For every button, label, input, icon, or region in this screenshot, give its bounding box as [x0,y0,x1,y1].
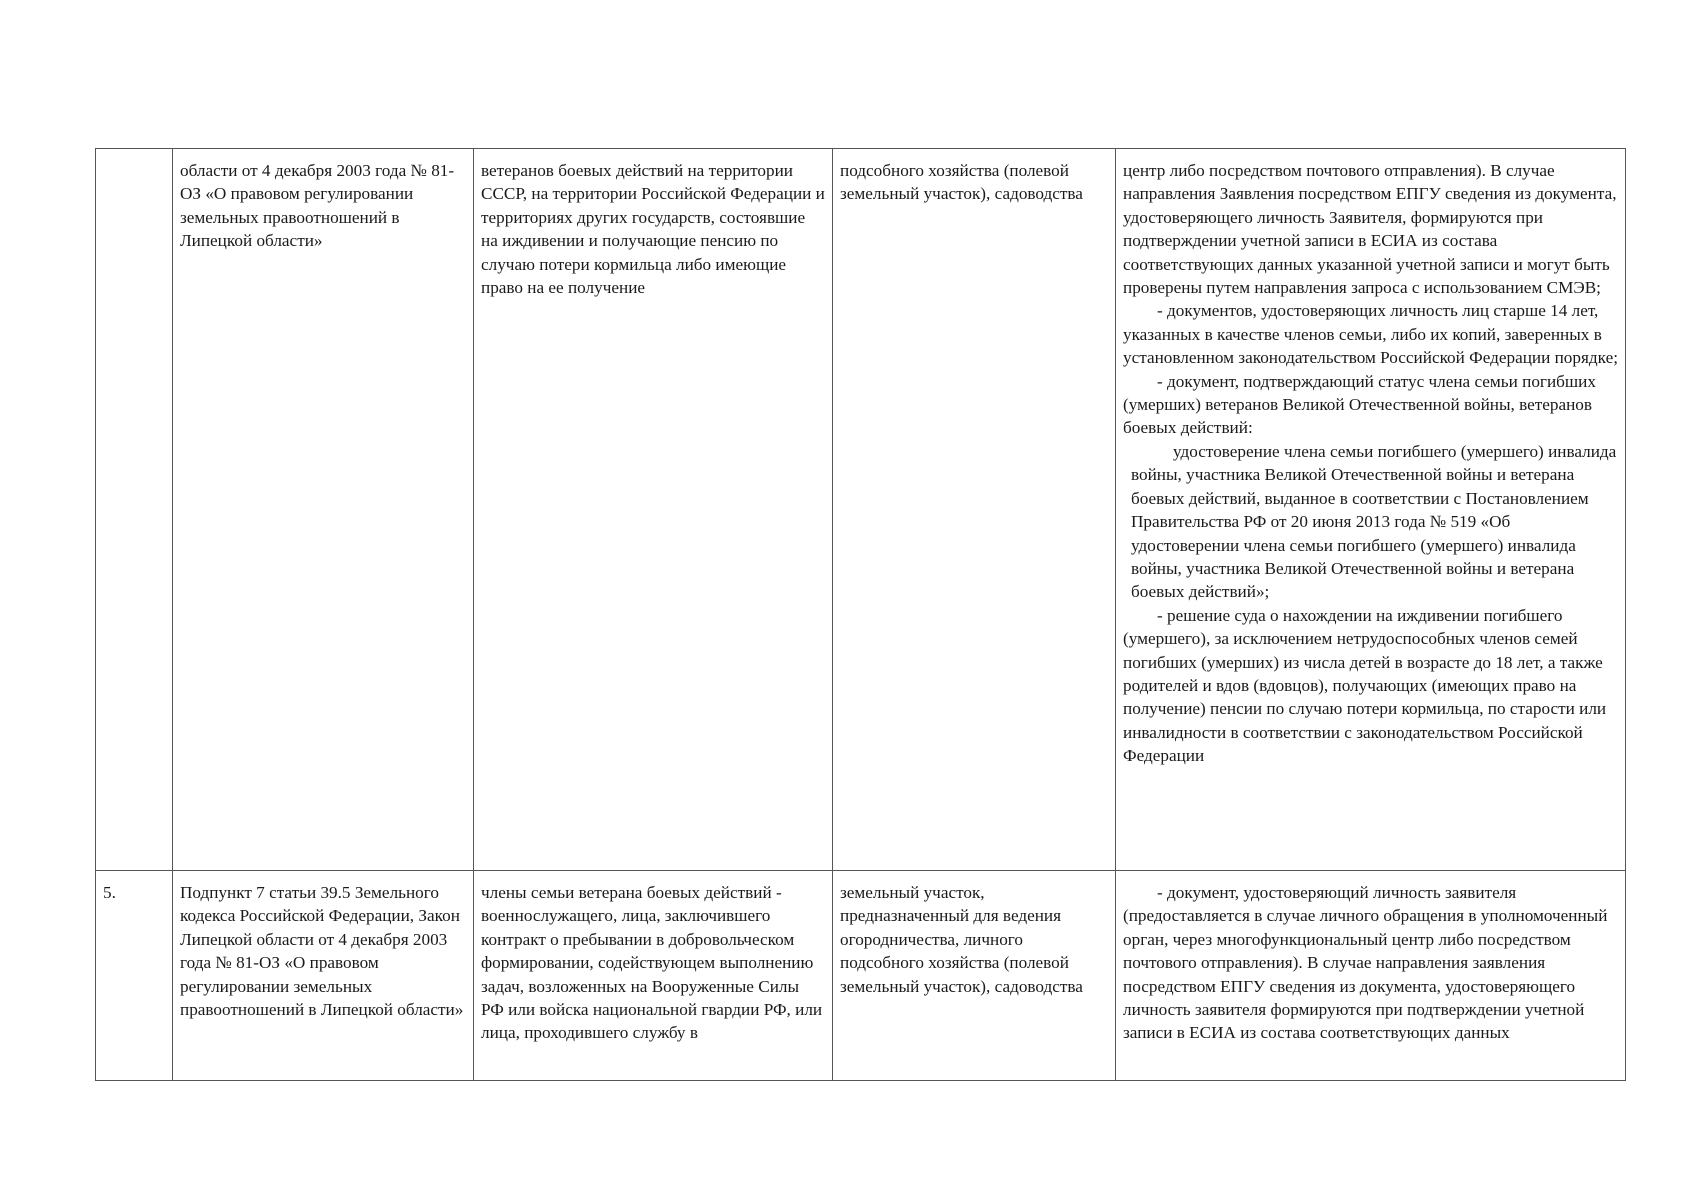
legal-basis-cell: Подпункт 7 статьи 39.5 Земельного кодекса Российской Федерации, Закон Липецкой области от 4 декабря 2003 года № 81-ОЗ «О правовом регулировании земельных правоотношений в Липецкой области» [173,871,474,1081]
document-page [95,148,1625,1088]
services-table [95,148,1626,1081]
land-purpose-cell: земельный участок, предназначенный для ведения огородничества, личного подсобного хозяйства (полевой земельный участок), садоводства [833,871,1116,1081]
document-paragraph: центр либо посредством почтового отправления). В случае направления Заявления посредством ЕПГУ сведения из документа, удостоверяющего личность Заявителя, формируются при подтверждении учетной записи в ЕСИА из состава соответствующих данных указанной учетной записи и могут быть проверены путем направления запроса с использованием СМЭВ; [1123,161,1617,298]
required-documents-cell [1116,871,1626,1081]
row-number-cell [96,149,173,871]
land-purpose-cell: подсобного хозяйства (полевой земельный участок), садоводства [833,149,1116,871]
required-documents-cell [1116,149,1626,871]
document-paragraph: - решение суда о нахождении на иждивении погибшего (умершего), за исключением нетрудоспособных членов семей погибших (умерших) из числа детей в возрасте до 18 лет, а также родителей и вдов (вдовцов), получающих (имеющих право на получение) пенсии по случаю потери кормильца, по старости или инвалидности в соответствии с законодательством Российской Федерации [1123,605,1607,766]
applicant-category-cell: члены семьи ветерана боевых действий - военнослужащего, лица, заключившего контракт о пребывании в добровольческом формировании, содействующем выполнению задач, возложенных на Вооруженные Силы РФ или войска национальной гвардии РФ, или лица, проходившего службу в [474,871,833,1081]
legal-basis-cell: области от 4 декабря 2003 года № 81-ОЗ «О правовом регулировании земельных правоотношений в Липецкой области» [173,149,474,871]
document-paragraph: удостоверение члена семьи погибшего (умершего) инвалида войны, участника Великой Отечественной войны и ветерана боевых действий, выданное в соответствии с Постановлением Правительства РФ от 20 июня 2013 года № 519 «Об удостоверении члена семьи погибшего (умершего) инвалида войны, участника Великой Отечественной войны и ветерана боевых действий»; [1131,441,1617,602]
table-row [96,149,1626,871]
applicant-category-cell: ветеранов боевых действий на территории СССР, на территории Российской Федерации и территориях других государств, состоявшие на иждивении и получающие пенсию по случаю потери кормильца либо имеющие право на ее получение [474,149,833,871]
document-paragraph: - документ, удостоверяющий личность заявителя (предоставляется в случае личного обращения в уполномоченный орган, через многофункциональный центр либо посредством почтового отправления). В случае направления заявления посредством ЕПГУ сведения из документа, удостоверяющего личность заявителя формируются при подтверждении учетной записи в ЕСИА из состава соответствующих данных [1123,883,1608,1043]
document-paragraph: - документов, удостоверяющих личность лиц старше 14 лет, указанных в качестве членов семьи, либо их копий, заверенных в установленном законодательством Российской Федерации порядке; [1123,301,1618,368]
document-paragraph: - документ, подтверждающий статус члена семьи погибших (умерших) ветеранов Великой Отечественной войны, ветеранов боевых действий: [1123,371,1596,438]
table-row [96,871,1626,1081]
row-number-cell: 5. [96,871,173,1081]
